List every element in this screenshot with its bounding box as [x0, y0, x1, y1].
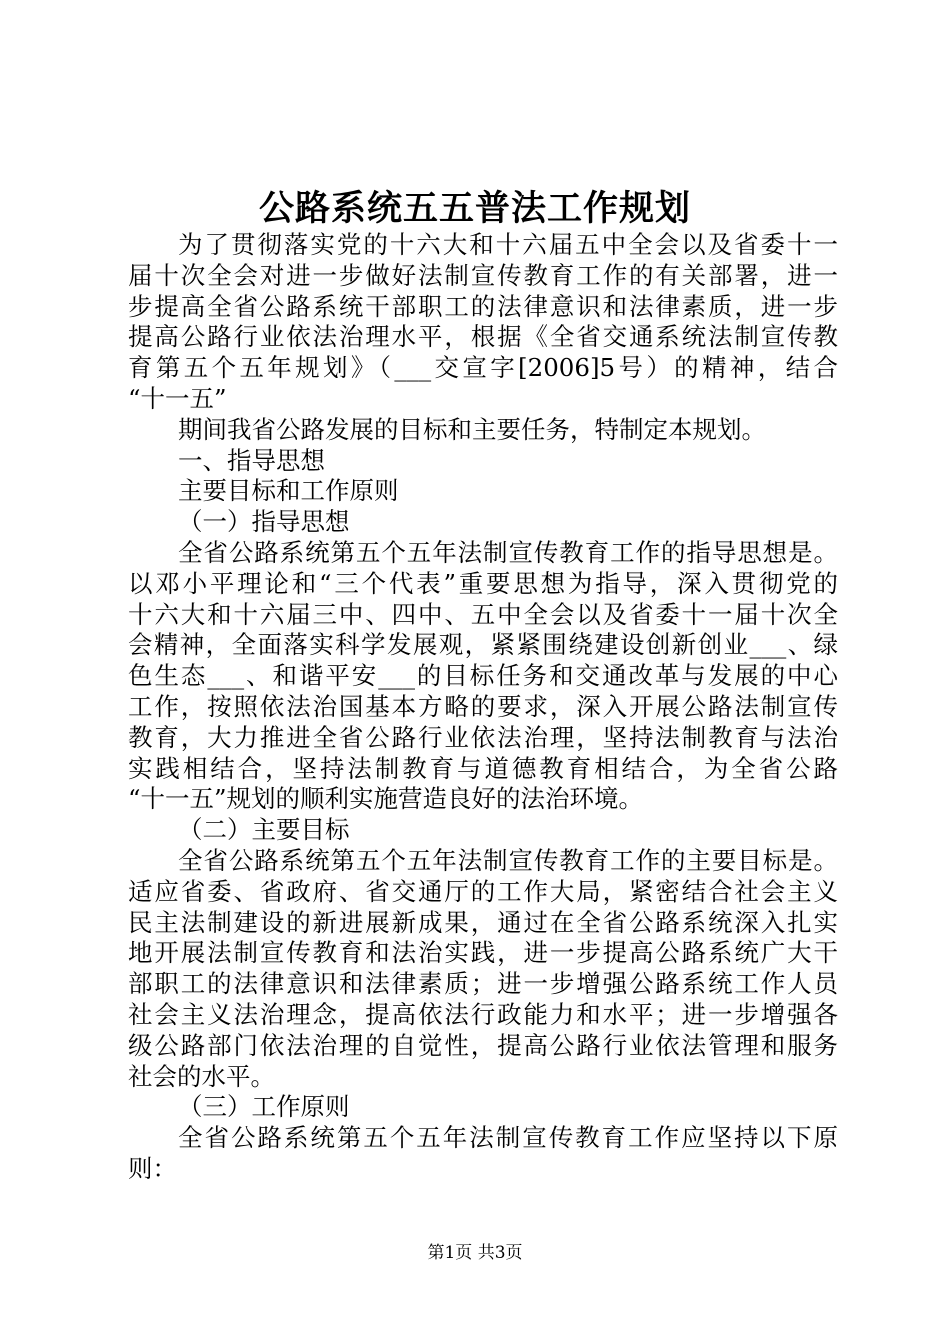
body-line: 部职工的法律意识和法律素质；进一步增强公路系统工作人员 — [128, 969, 838, 999]
section-heading: 一、指导思想 — [178, 445, 325, 475]
body-line: “十一五”规划的顺利实施营造良好的法治环境。 — [128, 784, 644, 814]
body-line: 以邓小平理论和“三个代表”重要思想为指导，深入贯彻党的 — [128, 568, 838, 598]
body-line: 全省公路系统第五个五年法制宣传教育工作的指导思想是。 — [178, 537, 838, 567]
body-line: “十一五” — [128, 383, 227, 413]
body-line: 提高公路行业依法治理水平，根据《全省交通系统法制宣传教 — [128, 322, 838, 352]
subsection-heading: （三）工作原则 — [178, 1092, 350, 1122]
body-line: 色生态___、和谐平安___的目标任务和交通改革与发展的中心 — [128, 661, 838, 691]
document-body — [128, 230, 838, 1185]
subsection-heading: （一）指导思想 — [178, 507, 350, 537]
subsection-heading: （二）主要目标 — [178, 815, 350, 845]
body-line: 适应省委、省政府、省交通厅的工作大局，紧密结合社会主义 — [128, 876, 838, 906]
body-line: 步提高全省公路系统干部职工的法律意识和法律素质，进一步 — [128, 291, 838, 321]
body-line: 工作，按照依法治国基本方略的要求，深入开展公路法制宣传 — [128, 691, 838, 721]
body-line: 地开展法制宣传教育和法治实践，进一步提高公路系统广大干 — [128, 938, 838, 968]
body-line: 民主法制建设的新进展新成果，通过在全省公路系统深入扎实 — [128, 907, 838, 937]
page-footer: 第1页 共3页 — [427, 1243, 523, 1263]
body-line: 期间我省公路发展的目标和主要任务，特制定本规划。 — [178, 414, 766, 444]
body-line: 社会的水平。 — [128, 1061, 275, 1091]
body-line: 为了贯彻落实党的十六大和十六届五中全会以及省委十一 — [178, 230, 838, 259]
body-line: 社会主义法治理念，提高依法行政能力和水平；进一步增强各 — [128, 999, 838, 1029]
body-line: 会精神，全面落实科学发展观，紧紧围绕建设创新创业___、绿 — [128, 630, 838, 660]
body-line: 届十次全会对进一步做好法制宣传教育工作的有关部署，进一 — [128, 260, 838, 290]
body-line: 级公路部门依法治理的自觉性，提高公路行业依法管理和服务 — [128, 1030, 838, 1060]
document-title: 公路系统五五普法工作规划 — [258, 189, 691, 229]
body-line: 教育，大力推进全省公路行业依法治理，坚持法制教育与法治 — [128, 722, 838, 752]
body-line: 育第五个五年规划》（___交宣字[2006]5号）的精神，结合 — [128, 353, 838, 383]
body-line: 全省公路系统第五个五年法制宣传教育工作应坚持以下原 — [178, 1123, 838, 1153]
section-heading: 主要目标和工作原则 — [178, 476, 399, 506]
body-line: 十六大和十六届三中、四中、五中全会以及省委十一届十次全 — [128, 599, 838, 629]
body-line: 全省公路系统第五个五年法制宣传教育工作的主要目标是。 — [178, 845, 838, 875]
body-line: 则： — [128, 1153, 177, 1183]
body-line: 实践相结合，坚持法制教育与道德教育相结合，为全省公路 — [128, 753, 838, 783]
